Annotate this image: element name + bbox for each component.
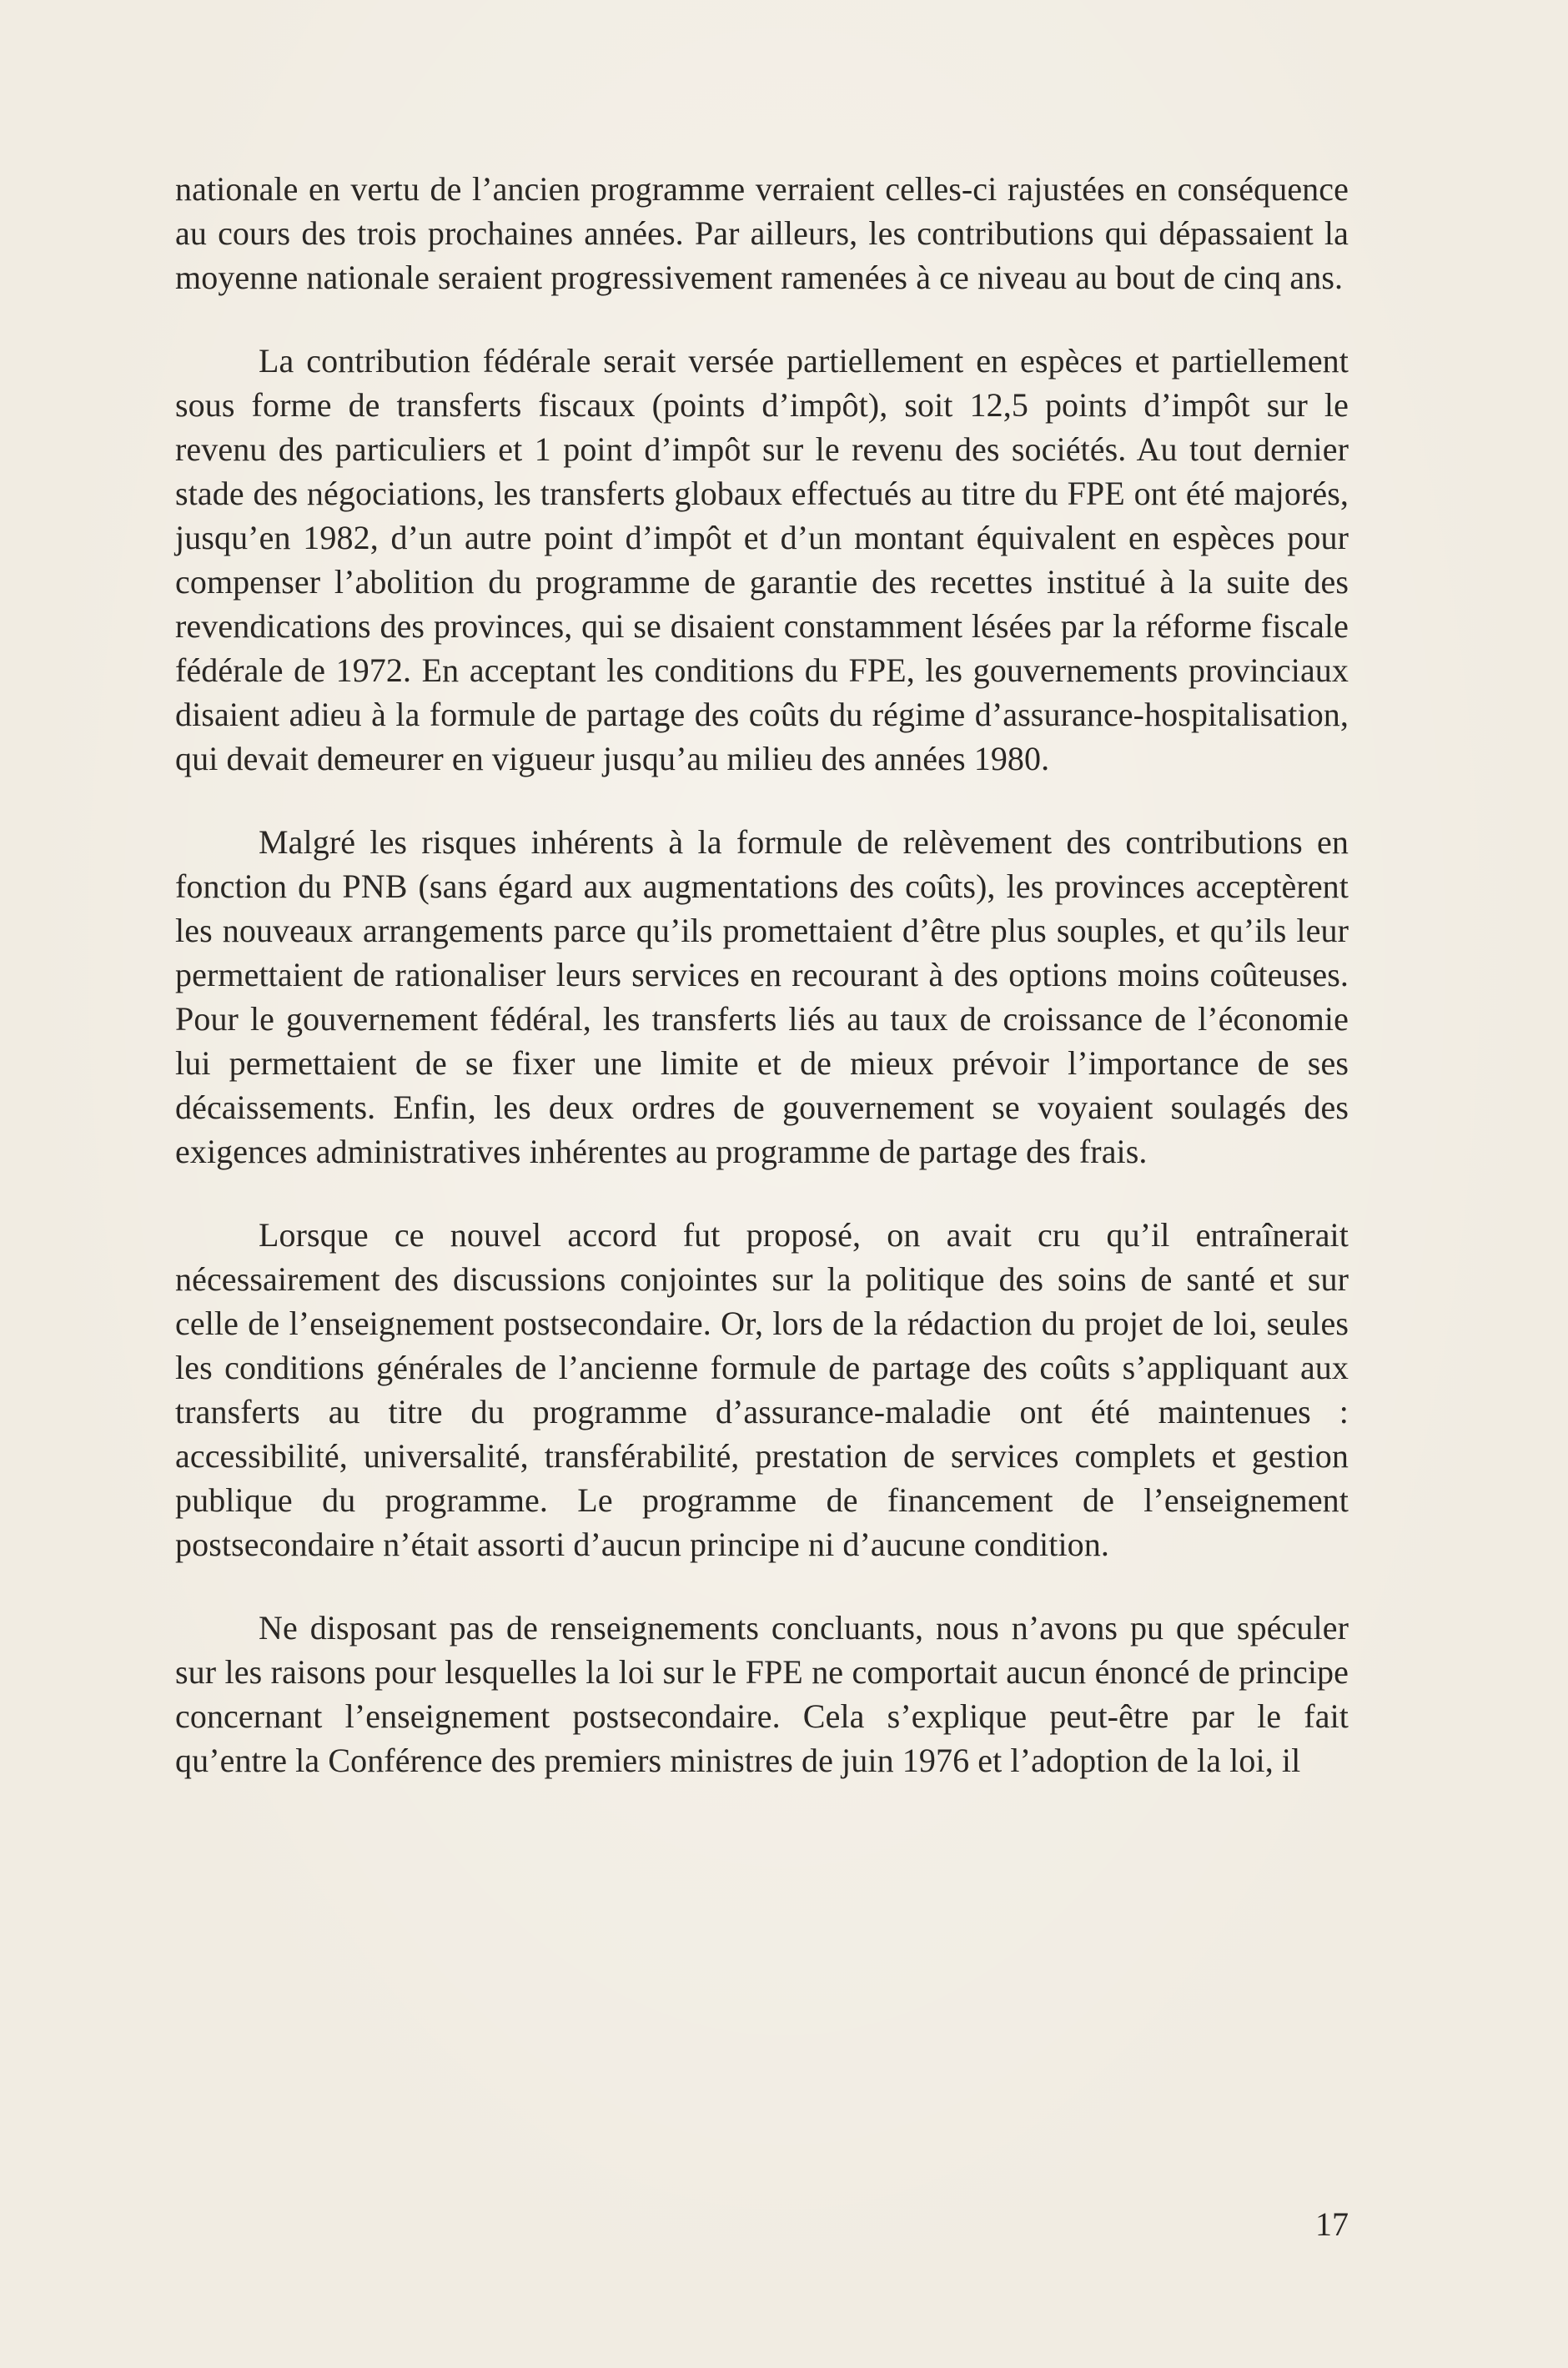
paragraph-gap	[175, 1174, 1349, 1213]
paragraph-gap	[175, 299, 1349, 339]
paragraph-5: Ne disposant pas de renseignements concluants, nous n’avons pu que spéculer sur les raisons pour lesquelles la loi sur le FPE ne comportait aucun énoncé de principe concernant l’enseignement postsecondaire. Cela s’explique peut-être par le fait qu’entre la Conférence des premiers ministres de juin 1976 et l’adoption de la loi, il	[175, 1609, 1349, 1779]
body-text	[175, 167, 1349, 1782]
paragraph-gap	[175, 781, 1349, 820]
paragraph-gap	[175, 1566, 1349, 1606]
paragraph-1: nationale en vertu de l’ancien programme verraient celles-ci rajustées en conséquence au cours des trois prochaines années. Par ailleurs, les contributions qui dépassaient la moyenne nationale seraient progressivement ramenées à ce niveau au bout de cinq ans.	[175, 170, 1349, 296]
paragraph-2: La contribution fédérale serait versée partiellement en espèces et partiellement sous forme de transferts fiscaux (points d’impôt), soit 12,5 points d’impôt sur le revenu des particuliers et 1 point d’impôt sur le revenu des sociétés. Au tout dernier stade des négociations, les transferts globaux effectués au titre du FPE ont été majorés, jusqu’en 1982, d’un autre point d’impôt et d’un montant équivalent en espèces pour compenser l’abolition du programme de garantie des recettes institué à la suite des revendications des provinces, qui se disaient constamment lésées par la réforme fiscale fédérale de 1972. En acceptant les conditions du FPE, les gouvernements provinciaux disaient adieu à la formule de partage des coûts du régime d’assurance-hospitalisation, qui devait demeurer en vigueur jusqu’au milieu des années 1980.	[175, 342, 1349, 777]
paragraph-3: Malgré les risques inhérents à la formule de relèvement des contributions en fonction du PNB (sans égard aux augmentations des coûts), les provinces acceptèrent les nouveaux arrangements parce qu’ils promettaient d’être plus souples, et qu’ils leur permettaient de rationaliser leurs services en recourant à des options moins coûteuses. Pour le gouvernement fédéral, les transferts liés au taux de croissance de l’économie lui permettaient de se fixer une limite et de mieux prévoir l’importance de ses décaissements. Enfin, les deux ordres de gouvernement se voyaient soulagés des exigences administratives inhérentes au programme de partage des frais.	[175, 823, 1349, 1170]
paragraph-4: Lorsque ce nouvel accord fut proposé, on avait cru qu’il entraînerait nécessairement des discussions conjointes sur la politique des soins de santé et sur celle de l’enseignement postsecondaire. Or, lors de la rédaction du projet de loi, seules les conditions générales de l’ancienne formule de partage des coûts s’appliquant aux transferts au titre du programme d’assurance-maladie ont été maintenues : accessibilité, universalité, transférabilité, prestation de services complets et gestion publique du programme. Le programme de financement de l’enseignement postsecondaire n’était assorti d’aucun principe ni d’aucune condition.	[175, 1216, 1349, 1563]
page-number: 17	[1315, 2205, 1349, 2243]
